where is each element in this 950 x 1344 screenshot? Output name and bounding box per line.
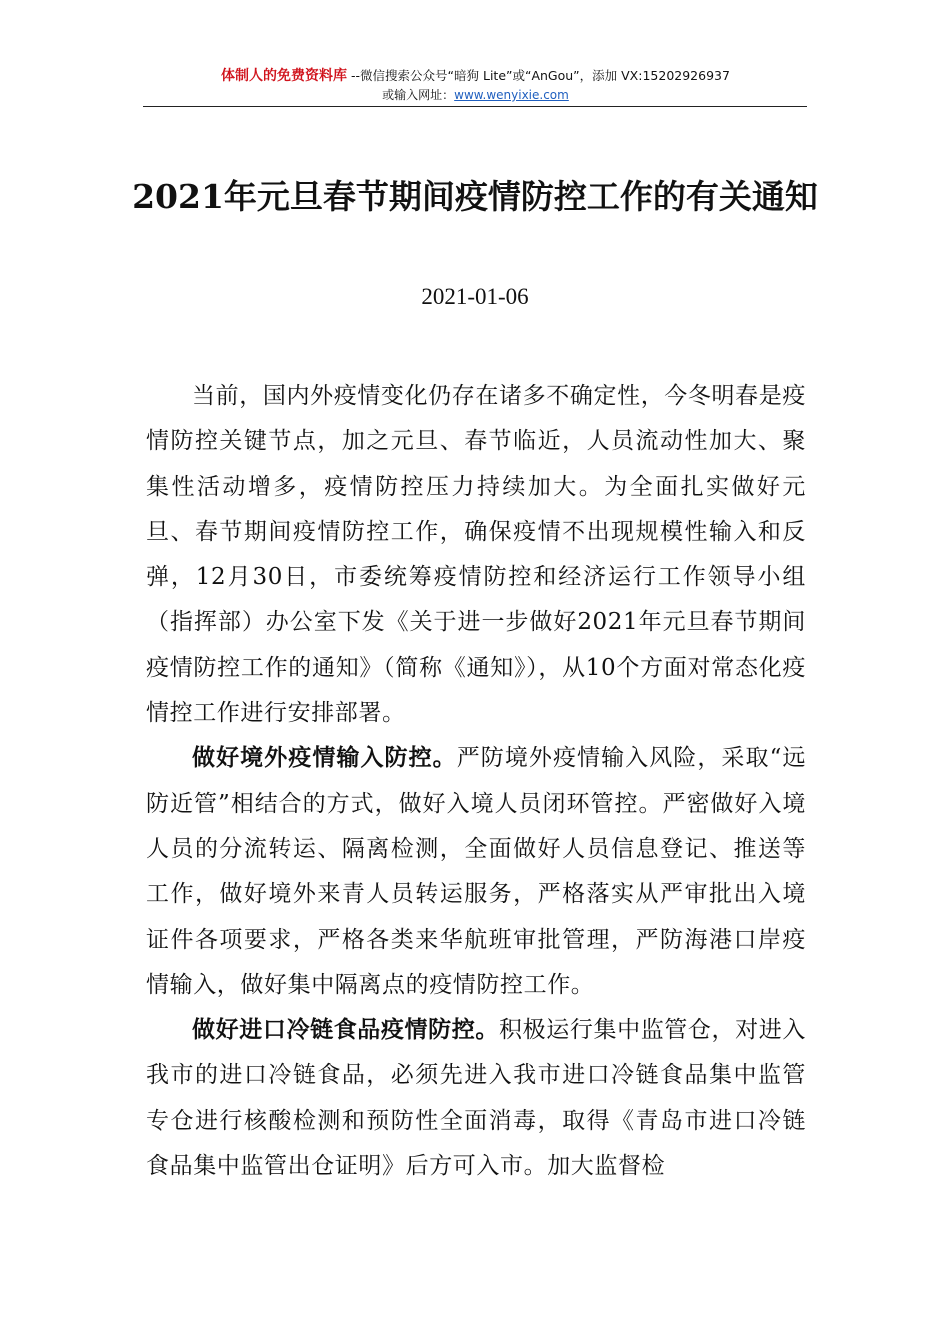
header-divider	[143, 106, 807, 107]
document-body	[146, 374, 806, 1189]
brand-name: 体制人的免费资料库	[221, 68, 348, 84]
paragraph-heading: 做好进口冷链食品疫情防控。	[192, 1017, 499, 1044]
paragraph-overseas-import	[146, 736, 806, 1008]
paragraph-cold-chain	[146, 1008, 806, 1189]
website-link[interactable]: www.wenyixie.com	[454, 88, 569, 102]
url-prefix: 或输入网址：	[382, 88, 455, 102]
header-line-1	[143, 66, 808, 86]
paragraph-intro	[146, 374, 806, 736]
paragraph-heading: 做好境外疫情输入防控。	[192, 745, 457, 772]
document-date: 2021-01-06	[421, 284, 529, 309]
header-line-2	[143, 86, 808, 104]
paragraph-text: 严防境外疫情输入风险，采取“远防近管”相结合的方式，做好入境人员闭环管控。严密做好入境人员的分流转运、隔离检测，全面做好人员信息登记、推送等工作，做好境外来青人员转运服务，严格落实从严审批出入境证件各项要求，严格各类来华航班审批管理，严防海港口岸疫情输入，做好集中隔离点的疫情防控工作。	[146, 745, 806, 998]
header-info: --微信搜索公众号“暗狗 Lite”或“AnGou”，添加 VX:15202926937	[347, 68, 730, 83]
document-title: 2021年元旦春节期间疫情防控工作的有关通知	[132, 177, 818, 216]
page-header	[143, 66, 808, 104]
paragraph-text: 积极运行集中监管仓，对进入我市的进口冷链食品，必须先进入我市进口冷链食品集中监管专仓进行核酸检测和预防性全面消毒，取得《青岛市进口冷链食品集中监管出仓证明》后方可入市。加大监督检	[146, 1017, 806, 1180]
paragraph-text: 当前，国内外疫情变化仍存在诸多不确定性，今冬明春是疫情防控关键节点，加之元旦、春节临近，人员流动性加大、聚集性活动增多，疫情防控压力持续加大。为全面扎实做好元旦、春节期间疫情防控工作，确保疫情不出现规模性输入和反弹，12月30日，市委统筹疫情防控和经济运行工作领导小组（指挥部）办公室下发《关于进一步做好2021年元旦春节期间疫情防控工作的通知》（简称《通知》），从10个方面对常态化疫情控工作进行安排部署。	[146, 383, 806, 727]
